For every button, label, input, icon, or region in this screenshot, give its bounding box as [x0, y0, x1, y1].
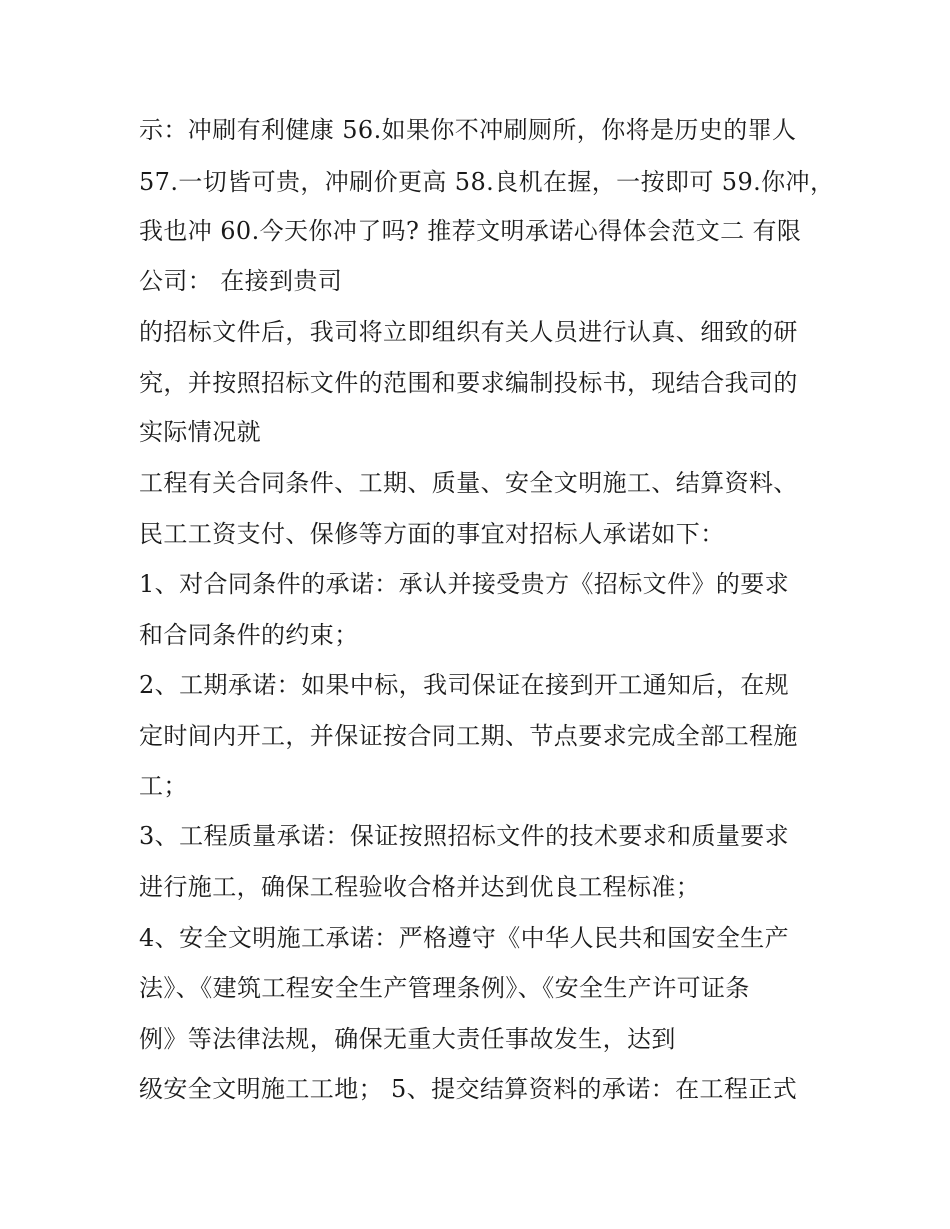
text-line: 法》、《建筑工程安全生产管理条例》、《安全生产许可证条: [139, 974, 750, 1002]
text-line: 的招标文件后，我司将立即组织有关人员进行认真、细致的研: [139, 318, 798, 346]
text-line: 我也冲 60.今天你冲了吗? 推荐文明承诺心得体会范文二 有限: [139, 217, 802, 245]
text-line: 3、工程质量承诺：保证按照招标文件的技术要求和质量要求: [139, 822, 790, 850]
text-line: 和合同条件的约束；: [139, 621, 359, 649]
text-line: 例》等法律法规，确保无重大责任事故发生，达到: [139, 1025, 676, 1053]
text-line: 民工工资支付、保修等方面的事宜对招标人承诺如下：: [139, 520, 725, 548]
text-line: 定时间内开工，并保证按合同工期、节点要求完成全部工程施: [139, 722, 798, 750]
text-line: 示：冲刷有利健康 56.如果你不冲刷厕所，你将是历史的罪人: [139, 116, 797, 144]
text-line: 工；: [139, 772, 188, 800]
text-line: 4、安全文明施工承诺：严格遵守《中华人民共和国安全生产: [139, 924, 790, 952]
text-line: 级安全文明施工工地； 5、提交结算资料的承诺：在工程正式: [139, 1075, 798, 1103]
text-line: 实际情况就: [139, 418, 261, 446]
text-line: 2、工期承诺：如果中标，我司保证在接到开工通知后，在规: [139, 671, 790, 699]
text-line: 究，并按照招标文件的范围和要求编制投标书，现结合我司的: [139, 369, 798, 397]
text-line: 57.一切皆可贵，冲刷价更高 58.良机在握，一按即可 59.你冲，: [139, 168, 835, 196]
text-line: 工程有关合同条件、工期、质量、安全文明施工、结算资料、: [139, 469, 798, 497]
text-line: 1、对合同条件的承诺：承认并接受贵方《招标文件》的要求: [139, 570, 790, 598]
text-line: 公司： 在接到贵司: [139, 267, 343, 295]
text-line: 进行施工，确保工程验收合格并达到优良工程标准；: [139, 873, 701, 901]
